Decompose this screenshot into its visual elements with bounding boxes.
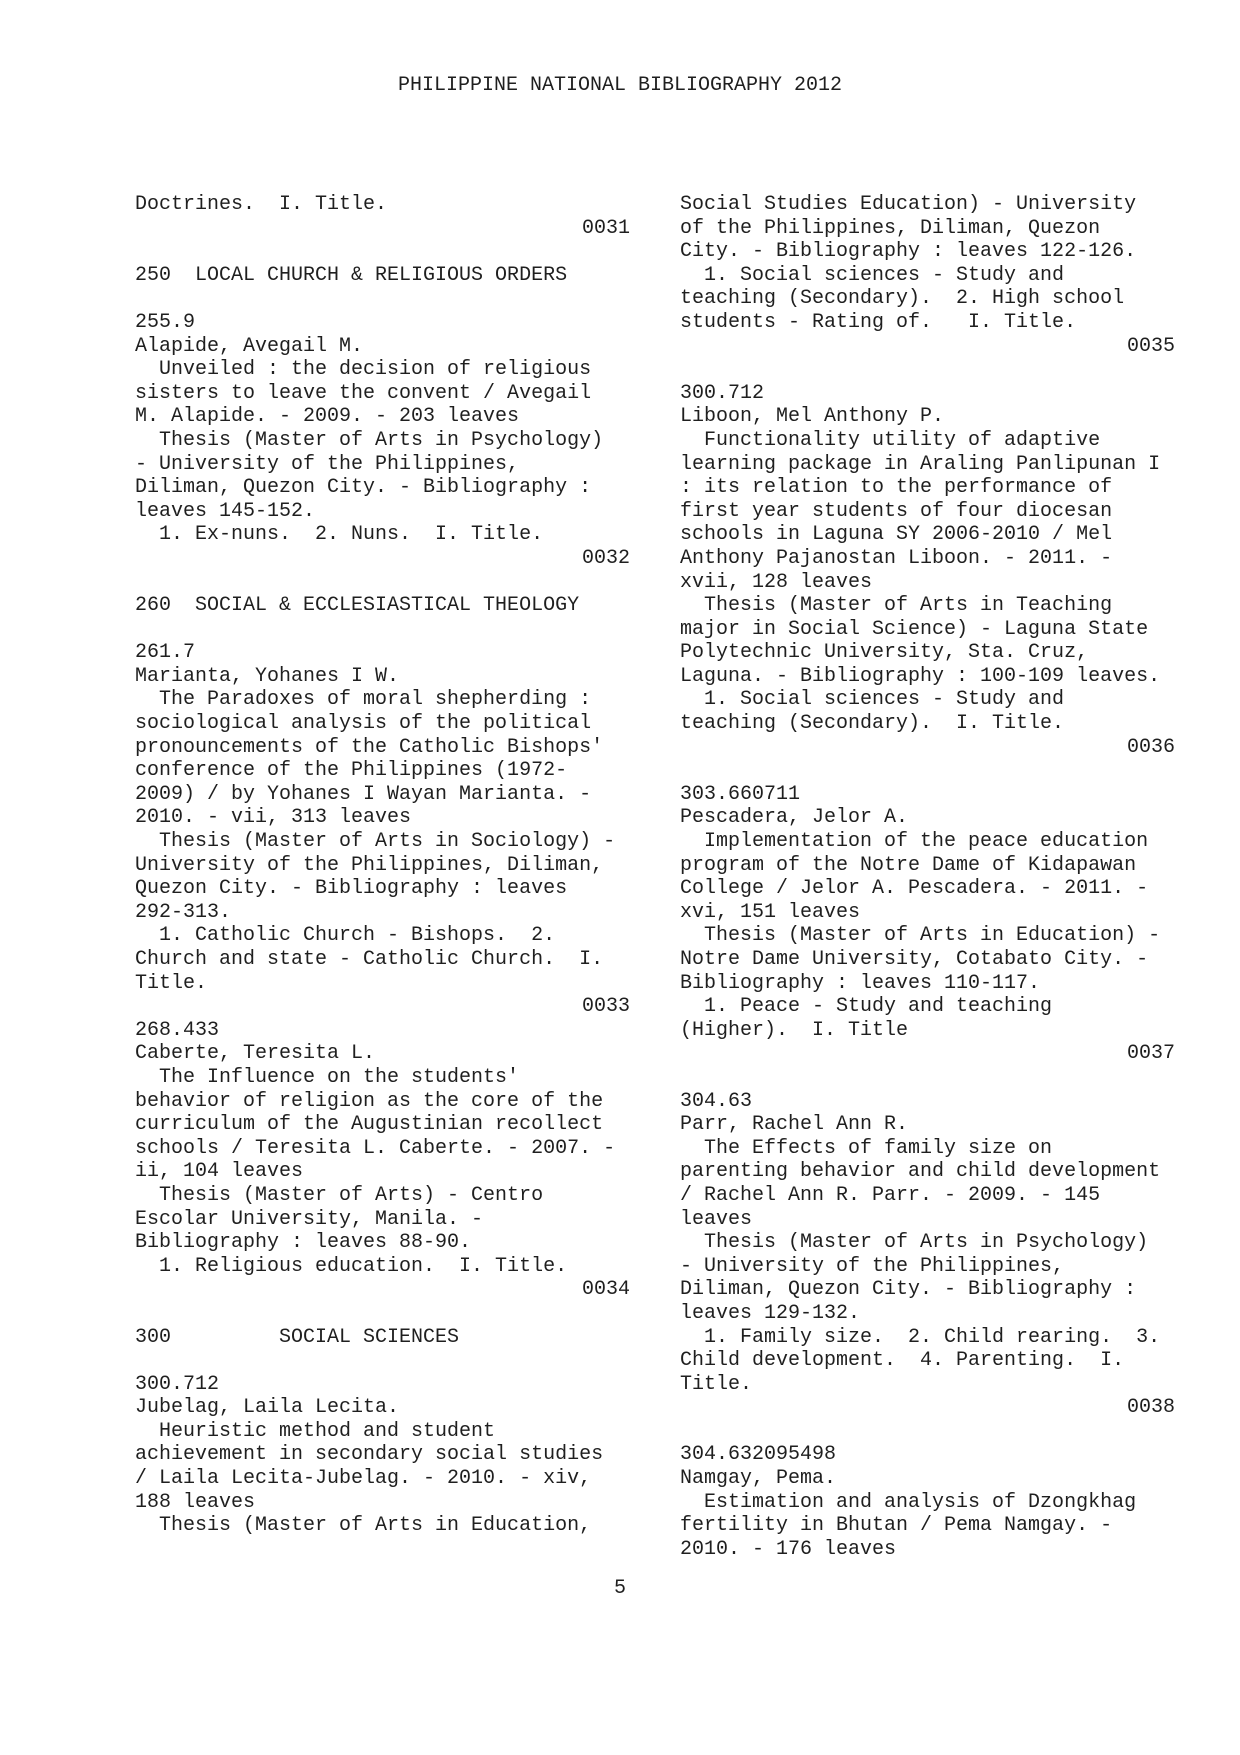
entry-line: The Paradoxes of moral shepherding : [135,688,592,712]
entry-line: Pescadera, Jelor A. [680,806,909,830]
entry-line: Alapide, Avegail M. [135,334,364,358]
entry-line: Polytechnic University, Sta. Cruz, [680,641,1089,665]
entry-line: xvii, 128 leaves [680,570,873,594]
blank-line [680,358,1180,382]
entry-number: 0035 [1126,334,1175,358]
entry-line: Thesis (Master of Arts in Education, [135,1514,592,1538]
entry-line: 255.9 [135,310,196,334]
entry-line: Namgay, Pema. [680,1467,837,1491]
entry-line: Title. [135,971,208,995]
entry-line: Parr, Rachel Ann R. [680,1113,909,1137]
entry-line: The Influence on the students' [135,1065,520,1089]
left-column [135,193,645,1538]
entry-line: schools / Teresita L. Caberte. - 2007. - [135,1136,616,1160]
entry-line: sociological analysis of the political [135,712,592,736]
entry-number: 0032 [581,546,630,570]
blank-line [680,1066,1180,1090]
entry-line: College / Jelor A. Pescadera. - 2011. - [680,877,1149,901]
right-column [680,193,1180,1561]
entry-line: 268.433 [135,1018,220,1042]
entry-line: Title. [680,1372,753,1396]
entry-line: 2009) / by Yohanes I Wayan Marianta. - [135,782,592,806]
entry-line: Diliman, Quezon City. - Bibliography : [680,1278,1137,1302]
entry-line: of the Philippines, Diliman, Quezon [680,216,1101,240]
entry-line: Thesis (Master of Arts) - Centro [135,1183,544,1207]
entry-number: 0037 [1126,1042,1175,1066]
entry-line: University of the Philippines, Diliman, [135,853,604,877]
blank-line [135,1302,645,1326]
entry-line: Church and state - Catholic Church. I. [135,948,604,971]
entry-line: first year students of four diocesan [680,499,1113,523]
entry-line: Child development. 4. Parenting. I. [680,1349,1125,1373]
entry-number: 0033 [581,995,630,1019]
entry-line: conference of the Philippines (1972- [135,759,568,783]
entry-line: Quezon City. - Bibliography : leaves [135,877,568,901]
entry-line: 250 LOCAL CHURCH & RELIGIOUS ORDERS [135,263,568,287]
entry-number: 0036 [1126,735,1175,759]
entry-line: 188 leaves [135,1490,256,1514]
entry-line: behavior of religion as the core of the [135,1089,604,1113]
entry-line: Doctrines. I. Title. [135,193,388,216]
entry-line: - University of the Philippines, [135,452,520,476]
blank-line [680,1420,1180,1444]
entry-line: 1. Social sciences - Study and [680,263,1065,287]
entry-line: 304.632095498 [680,1443,837,1467]
entry-line: 1. Family size. 2. Child rearing. 3. [680,1325,1161,1349]
entry-line: 1. Social sciences - Study and [680,688,1065,712]
entry-line: curriculum of the Augustinian recollect [135,1113,604,1137]
entry-line: learning package in Araling Panlipunan I [680,452,1161,476]
entry-line: students - Rating of. I. Title. [680,310,1077,334]
entry-line: Jubelag, Laila Lecita. [135,1396,400,1420]
entry-line: / Rachel Ann R. Parr. - 2009. - 145 [680,1183,1101,1207]
entry-line: / Laila Lecita-Jubelag. - 2010. - xiv, [135,1467,592,1491]
entry-line: major in Social Science) - Laguna State [680,617,1149,641]
entry-line: teaching (Secondary). 2. High school [680,287,1125,311]
entry-line: pronouncements of the Catholic Bishops' [135,735,604,759]
entry-line: - University of the Philippines, [680,1254,1065,1278]
entry-line: 2010. - 176 leaves [680,1537,897,1561]
entry-line: Thesis (Master of Arts in Teaching [680,594,1113,618]
entry-line: Heuristic method and student [135,1419,496,1443]
entry-line: Estimation and analysis of Dzongkhag [680,1490,1137,1514]
entry-line: Functionality utility of adaptive [680,428,1101,452]
blank-line [135,1349,645,1373]
entry-line: Implementation of the peace education [680,830,1149,854]
entry-line: 300.712 [680,381,765,405]
entry-line: 2010. - vii, 313 leaves [135,806,412,830]
entry-line: Thesis (Master of Arts in Psychology) [135,428,604,452]
entry-line: teaching (Secondary). I. Title. [680,712,1065,736]
page-number: 5 [613,1577,626,1600]
entry-line: Caberte, Teresita L. [135,1042,376,1066]
entry-line: 1. Peace - Study and teaching [680,995,1053,1019]
entry-line: Escolar University, Manila. - [135,1207,484,1231]
entry-line: leaves 129-132. [680,1301,861,1325]
entry-line: xvi, 151 leaves [680,900,861,924]
entry-number: 0031 [581,216,630,240]
entry-line: schools in Laguna SY 2006-2010 / Mel [680,523,1113,547]
entry-line: Bibliography : leaves 88-90. [135,1231,472,1255]
entry-line: M. Alapide. - 2009. - 203 leaves [135,405,520,429]
entry-line: Marianta, Yohanes I W. [135,664,400,688]
entry-line: 1. Religious education. I. Title. [135,1254,568,1278]
entry-line: Notre Dame University, Cotabato City. - [680,948,1149,971]
entry-line: 260 SOCIAL & ECCLESIASTICAL THEOLOGY [135,594,580,618]
entry-line: sisters to leave the convent / Avegail [135,381,592,405]
entry-line: 304.63 [680,1089,753,1113]
entry-line: parenting behavior and child development [680,1160,1161,1184]
entry-line: City. - Bibliography : leaves 122-126. [680,240,1137,264]
blank-line [135,240,645,264]
entry-line: Bibliography : leaves 110-117. [680,971,1041,995]
entry-line: program of the Notre Dame of Kidapawan [680,853,1137,877]
entry-line: Thesis (Master of Arts in Psychology) [680,1231,1149,1255]
entry-line: ii, 104 leaves [135,1160,304,1184]
running-head: PHILIPPINE NATIONAL BIBLIOGRAPHY 2012 [397,74,843,97]
entry-line: Liboon, Mel Anthony P. [680,405,945,429]
entry-line: (Higher). I. Title [680,1018,909,1042]
entry-line: Thesis (Master of Arts in Education) - [680,924,1161,948]
blank-line [135,571,645,595]
blank-line [135,618,645,642]
entry-number: 0038 [1126,1396,1175,1420]
entry-line: leaves [680,1207,753,1231]
entry-line: achievement in secondary social studies [135,1443,604,1467]
entry-line: 1. Catholic Church - Bishops. 2. [135,924,556,948]
entry-line: Diliman, Quezon City. - Bibliography : [135,476,592,500]
entry-line: Laguna. - Bibliography : 100-109 leaves. [680,664,1161,688]
entry-line: Unveiled : the decision of religious [135,358,592,382]
entry-line: Social Studies Education) - University [680,193,1137,216]
blank-line [680,759,1180,783]
entry-line: 303.660711 [680,782,801,806]
entry-line: Thesis (Master of Arts in Sociology) - [135,830,616,854]
entry-line: 292-313. [135,900,232,924]
entry-line: leaves 145-152. [135,499,316,523]
entry-number: 0034 [581,1278,630,1302]
entry-line: : its relation to the performance of [680,476,1113,500]
entry-line: The Effects of family size on [680,1136,1053,1160]
entry-line: Anthony Pajanostan Liboon. - 2011. - [680,546,1113,570]
entry-line: 1. Ex-nuns. 2. Nuns. I. Title. [135,523,544,547]
blank-line [135,287,645,311]
entry-line: 261.7 [135,641,196,665]
entry-line: 300.712 [135,1372,220,1396]
entry-line: 300 SOCIAL SCIENCES [135,1325,460,1349]
entry-line: fertility in Bhutan / Pema Namgay. - [680,1514,1113,1538]
